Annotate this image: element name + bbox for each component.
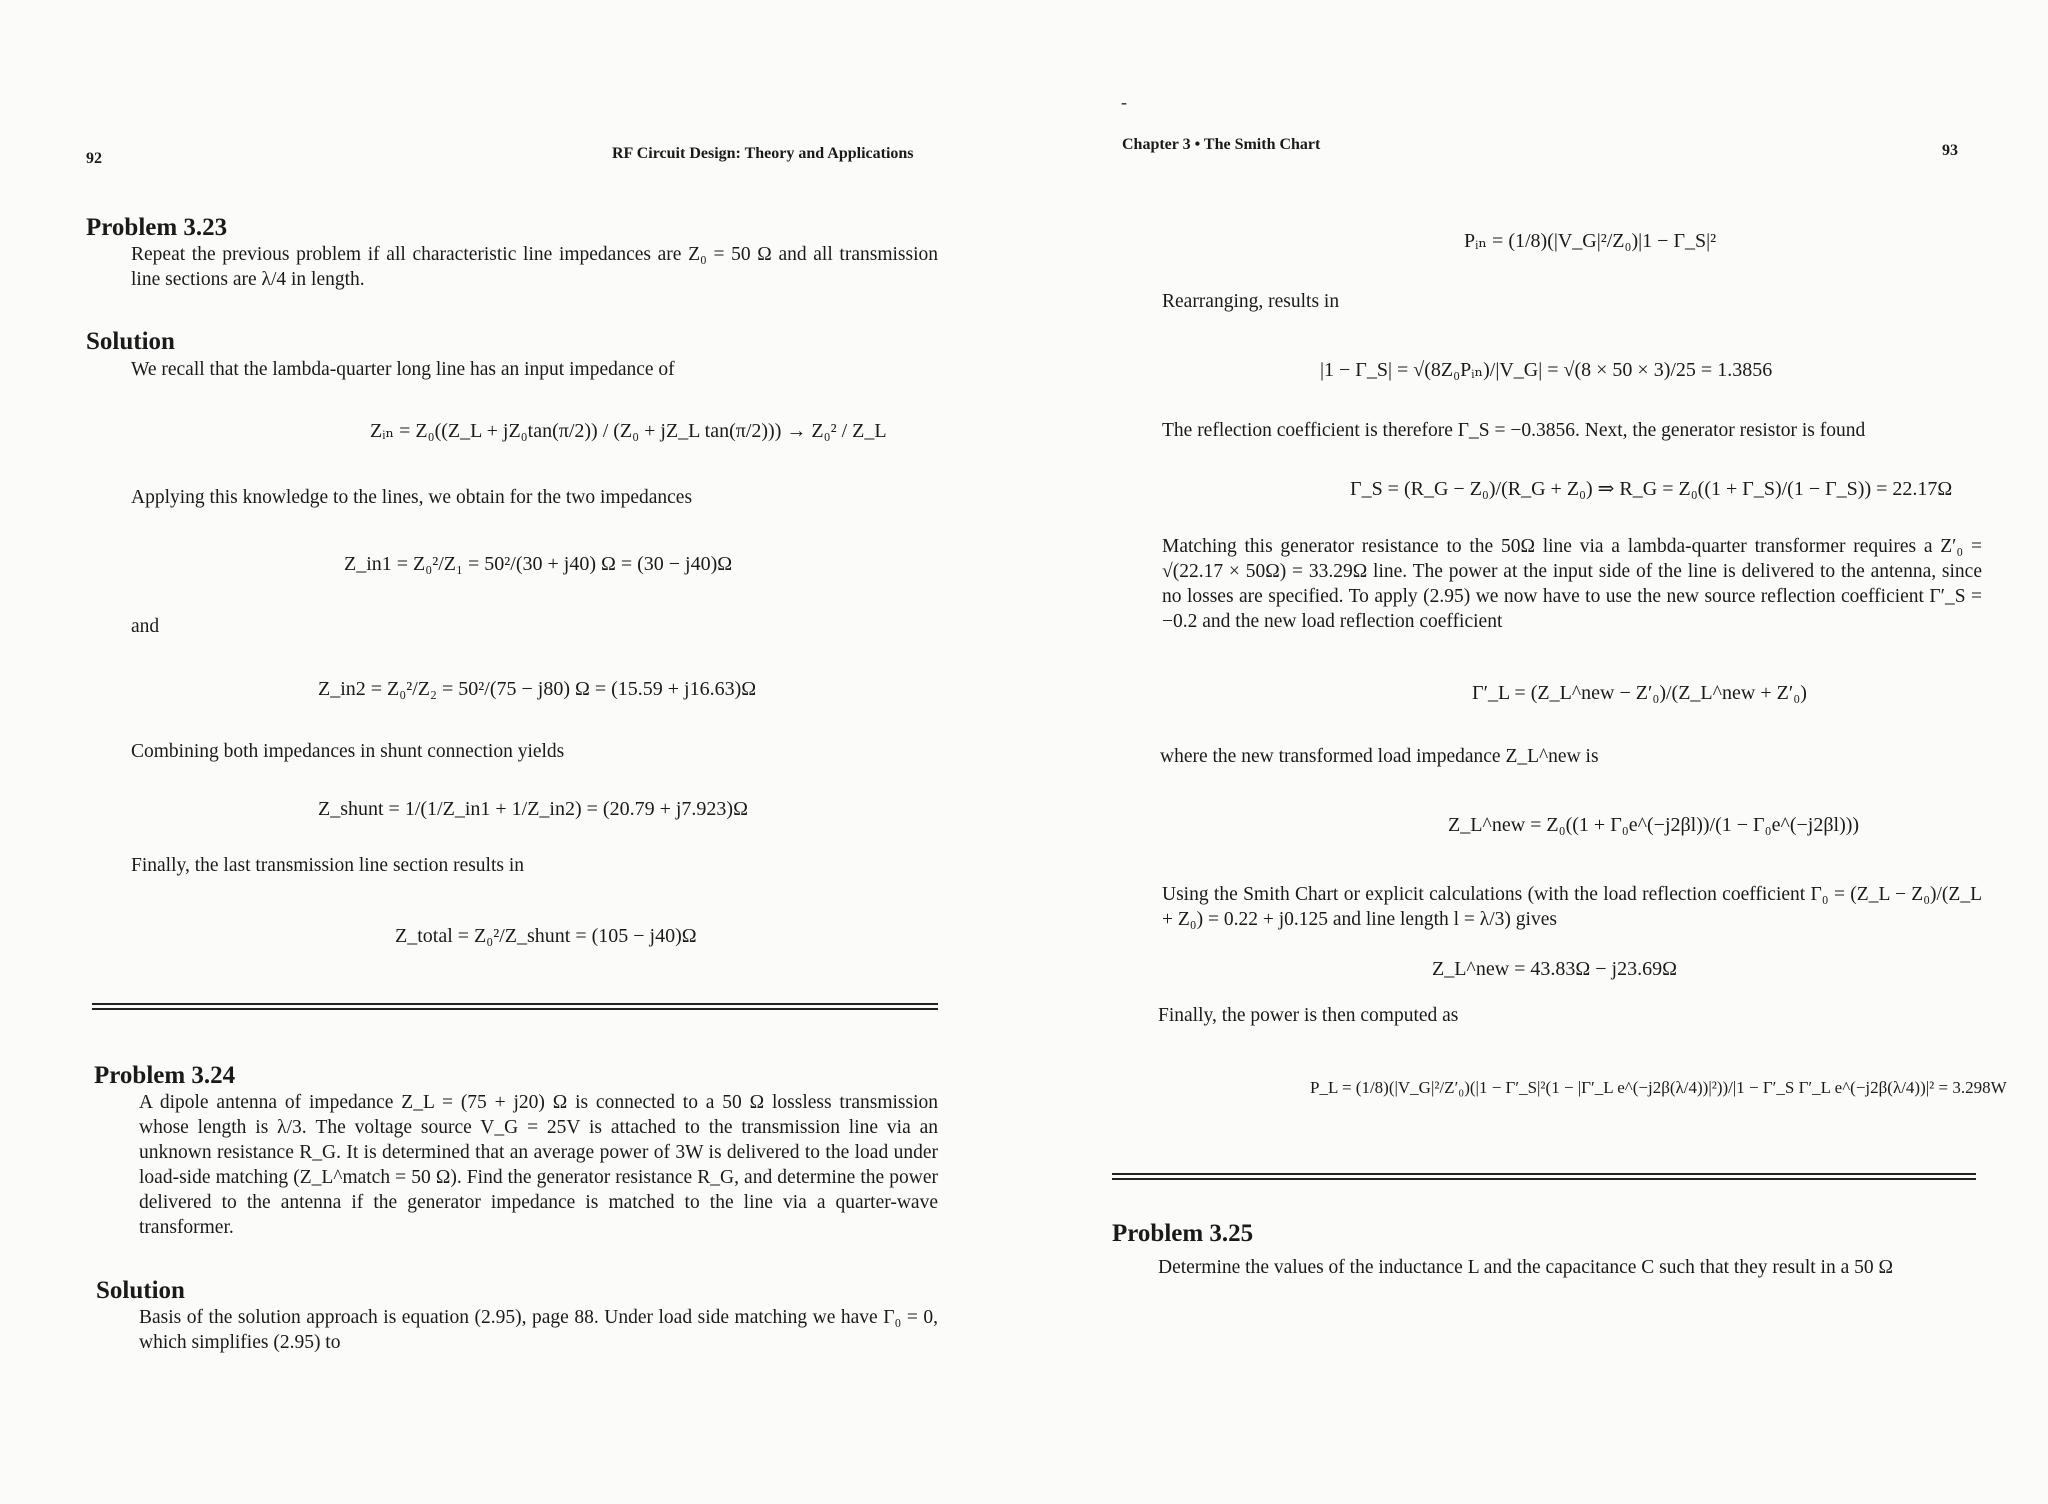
equation-pl: P_L = (1/8)(|V_G|²/Z′₀)(|1 − Γ′_S|²(1 − |Γ′_L e^(−j2β(λ/4))|²))/|1 − Γ′_S Γ′_L e^(−j2β(λ/4))|² = 3.298W: [1310, 1078, 2007, 1097]
problem-title: Problem 3.25: [1112, 1220, 1254, 1247]
equation-zin: Zᵢₙ = Z₀((Z_L + jZ₀tan(π/2)) / (Z₀ + jZ_L tan(π/2))) → Z₀² / Z_L: [370, 420, 887, 442]
solution-text: Finally, the last transmission line section results in: [131, 855, 525, 876]
equation-ztotal: Z_total = Z₀²/Z_shunt = (105 − j40)Ω: [395, 925, 697, 947]
problem-statement: Repeat the previous problem if all characteristic line impedances are Z₀ = 50 Ω and all transmission line sections are λ/4 in length.: [131, 244, 938, 290]
equation-gamma-s-magnitude: |1 − Γ_S| = √(8Z₀Pᵢₙ)/|V_G| = √(8 × 50 × 3)/25 = 1.3856: [1320, 359, 1773, 381]
solution-text: Finally, the power is then computed as: [1158, 1005, 1459, 1026]
equation-zl-new: Z_L^new = Z₀((1 + Γ₀e^(−j2βl))/(1 − Γ₀e^(−j2βl))): [1448, 814, 1860, 836]
right-page: [1024, 0, 2048, 1504]
problem-title: Problem 3.24: [94, 1062, 236, 1089]
equation-zin2: Z_in2 = Z₀²/Z₂ = 50²/(75 − j80) Ω = (15.59 + j16.63)Ω: [318, 678, 757, 700]
running-header: Chapter 3 • The Smith Chart: [1122, 136, 1321, 153]
solution-text: Combining both impedances in shunt connection yields: [131, 741, 565, 762]
solution-text: and: [131, 616, 160, 637]
solution-text: Matching this generator resistance to the 50Ω line via a lambda-quarter transformer requires a Z′₀ = √(22.17 × 50Ω) = 33.29Ω line. The power at the input side of the line is delivered to the antenna, since no losses are specified. To apply (2.95) we now have to use the new source reflection coefficient Γ′_S = −0.2 and the new load reflection coefficient: [1162, 536, 1982, 632]
equation-zin1: Z_in1 = Z₀²/Z₁ = 50²/(30 + j40) Ω = (30 − j40)Ω: [344, 553, 733, 575]
solution-text: Using the Smith Chart or explicit calculations (with the load reflection coefficient Γ₀ = (Z_L − Z₀)/(Z_L + Z₀) = 0.22 + j0.125 and line length l = λ/3) gives: [1162, 884, 1982, 930]
running-header: RF Circuit Design: Theory and Applications: [612, 145, 914, 162]
page-number: 92: [86, 150, 102, 167]
equation-gamma-l: Γ′_L = (Z_L^new − Z′₀)/(Z_L^new + Z′₀): [1472, 682, 1807, 704]
equation-pin: Pᵢₙ = (1/8)(|V_G|²/Z₀)|1 − Γ_S|²: [1464, 230, 1717, 252]
solution-text: We recall that the lambda-quarter long line has an input impedance of: [131, 359, 675, 380]
problem-statement: A dipole antenna of impedance Z_L = (75 + j20) Ω is connected to a 50 Ω lossless transmission whose length is λ/3. The voltage source V_G = 25V is attached to the transmission line via an unknown resistance R_G. It is determined that an average power of 3W is delivered to the load under load-side matching (Z_L^match = 50 Ω). Find the generator resistance R_G, and determine the power delivered to the antenna if the generator impedance is matched to the line via a quarter-wave transformer.: [139, 1092, 938, 1238]
page-number: 93: [1942, 142, 1958, 159]
solution-heading: Solution: [86, 328, 175, 355]
stray-mark: -: [1121, 92, 1127, 112]
section-divider: [1112, 1173, 1976, 1180]
problem-title: Problem 3.23: [86, 214, 228, 241]
section-divider: [92, 1003, 938, 1010]
equation-rg: Γ_S = (R_G − Z₀)/(R_G + Z₀) ⇒ R_G = Z₀((1 + Γ_S)/(1 − Γ_S)) = 22.17Ω: [1350, 478, 1953, 500]
problem-statement: Determine the values of the inductance L and the capacitance C such that they result in a 50 Ω: [1158, 1257, 1893, 1278]
solution-text: Basis of the solution approach is equation (2.95), page 88. Under load side matching we have Γ₀ = 0, which simplifies (2.95) to: [139, 1307, 938, 1353]
solution-text: Rearranging, results in: [1162, 291, 1340, 312]
equation-zshunt: Z_shunt = 1/(1/Z_in1 + 1/Z_in2) = (20.79 + j7.923)Ω: [318, 798, 748, 820]
solution-text: Applying this knowledge to the lines, we obtain for the two impedances: [131, 487, 693, 508]
solution-text: The reflection coefficient is therefore Γ_S = −0.3856. Next, the generator resistor is found: [1162, 420, 1866, 441]
solution-heading: Solution: [96, 1277, 185, 1304]
equation-zl-new-value: Z_L^new = 43.83Ω − j23.69Ω: [1432, 958, 1677, 980]
solution-text: where the new transformed load impedance Z_L^new is: [1160, 746, 1599, 767]
